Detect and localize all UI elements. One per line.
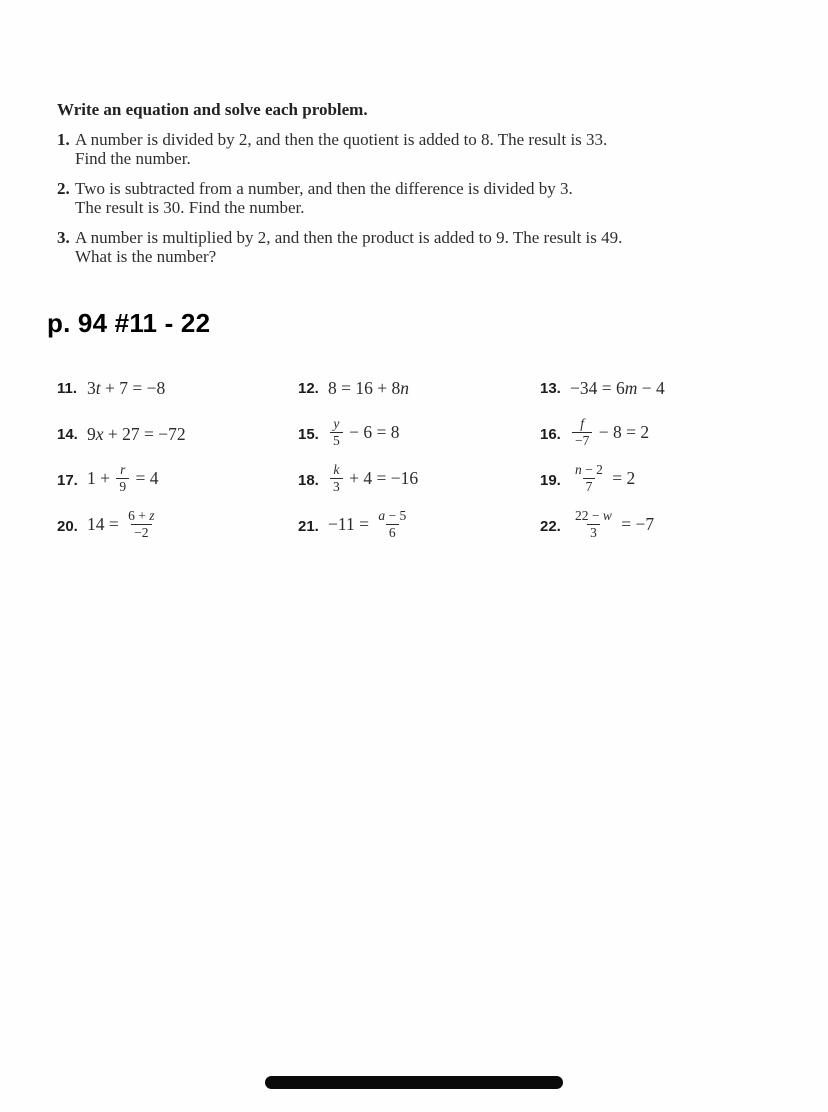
equation-number: 22. — [540, 517, 561, 535]
equation-item — [57, 461, 298, 496]
variable: w — [602, 507, 612, 523]
fraction-denominator: 3 — [330, 478, 343, 495]
word-problem-text: A number is multiplied by 2, and then the product is added to 9. The result is 49. What is the number? — [75, 228, 623, 266]
fraction-numerator — [117, 462, 128, 478]
equation-number: 18. — [298, 471, 319, 489]
fraction — [330, 462, 343, 494]
equation-item — [57, 507, 298, 542]
equation-item — [540, 378, 778, 399]
fraction-numerator: 22 − w — [575, 507, 612, 523]
fraction-denominator: 9 — [116, 478, 129, 495]
equation-item — [298, 415, 540, 450]
equation-expression: $\frac{y}{5}$ − 6 = 8 — [328, 418, 400, 450]
equation-item — [298, 378, 540, 399]
fraction-denominator: 3 — [587, 524, 600, 541]
fraction-numerator — [330, 416, 342, 432]
equation-expression: −34 = 6m − 4 — [570, 377, 665, 398]
fraction-numerator: a − 5 — [378, 507, 407, 523]
variable: m — [624, 377, 638, 398]
variable: z — [149, 507, 155, 523]
equation-item — [298, 461, 540, 496]
equation-number: 11. — [57, 379, 78, 397]
fraction-denominator: −7 — [572, 432, 592, 449]
variable: y — [333, 415, 340, 431]
fraction — [572, 416, 592, 448]
equation-number: 20. — [57, 517, 78, 535]
equation-number: 12. — [298, 379, 319, 397]
fraction-denominator: 6 — [386, 524, 399, 541]
word-problem-number: 3. — [57, 228, 70, 247]
equation-expression: 1 + $\frac{r}{9}$ = 4 — [87, 461, 159, 494]
equation-expression: −11 = $\frac{a - 5}{6}$ — [328, 510, 411, 542]
fraction — [572, 508, 615, 540]
section-heading: p. 94 #11 - 22 — [47, 308, 211, 338]
equation-expression: 3t + 7 = −8 — [87, 377, 166, 398]
fraction — [125, 508, 157, 540]
fraction-denominator: 7 — [583, 478, 596, 495]
fraction — [572, 462, 606, 494]
word-problem-number: 2. — [57, 179, 70, 198]
word-problem — [57, 228, 778, 266]
fraction — [375, 508, 409, 540]
equation-item — [298, 507, 540, 542]
variable: x — [95, 423, 104, 444]
equation-number: 17. — [57, 471, 78, 489]
word-problems-heading: Write an equation and solve each problem. — [57, 100, 368, 119]
equation-number: 19. — [540, 471, 561, 489]
variable: n — [400, 377, 409, 398]
equation-item — [57, 378, 298, 399]
fraction-numerator — [577, 416, 587, 432]
variable: f — [580, 415, 585, 431]
equation-item — [57, 424, 298, 445]
variable: k — [333, 461, 340, 477]
fraction-numerator: n − 2 — [575, 461, 603, 477]
word-problem-text: Two is subtracted from a number, and then the difference is divided by 3. The result is 30. Find the number. — [75, 179, 573, 217]
variable: r — [120, 461, 126, 477]
equation-number: 21. — [298, 517, 319, 535]
variable: n — [575, 461, 582, 477]
equation-expression: $\frac{k}{3}$ + 4 = −16 — [328, 464, 418, 496]
equation-item — [540, 415, 778, 450]
word-problem-number: 1. — [57, 130, 70, 149]
equation-number: 13. — [540, 379, 561, 397]
fraction-denominator: −2 — [131, 524, 151, 541]
fraction — [116, 462, 129, 494]
worksheet-content — [47, 100, 778, 549]
equation-number: 16. — [540, 425, 561, 443]
word-problems-list — [57, 130, 778, 266]
equation-expression: $\frac{22 - w}{3}$ = −7 — [570, 510, 654, 542]
equation-expression: 9x + 27 = −72 — [87, 423, 186, 444]
fraction-numerator: 6 + z — [128, 507, 155, 523]
equation-expression: 14 = $\frac{6 + z}{-2}$ — [87, 510, 160, 542]
equation-item — [540, 461, 778, 496]
equations-grid — [57, 365, 778, 549]
home-indicator-bar[interactable] — [265, 1076, 563, 1089]
equation-number: 14. — [57, 425, 78, 443]
word-problem — [57, 130, 778, 168]
word-problem-text: A number is divided by 2, and then the quotient is added to 8. The result is 33. Find the number. — [75, 130, 608, 168]
variable: t — [95, 377, 101, 398]
equation-expression: 8 = 16 + 8n — [328, 377, 409, 398]
variable: a — [378, 507, 386, 523]
word-problem — [57, 179, 778, 217]
equation-number: 15. — [298, 425, 319, 443]
fraction-numerator — [330, 462, 342, 478]
equation-expression: $\frac{n - 2}{7}$ = 2 — [570, 464, 635, 496]
equation-item — [540, 507, 778, 542]
fraction — [330, 416, 343, 448]
equation-expression: $\frac{f}{-7}$ − 8 = 2 — [570, 418, 649, 450]
fraction-denominator: 5 — [330, 432, 343, 449]
